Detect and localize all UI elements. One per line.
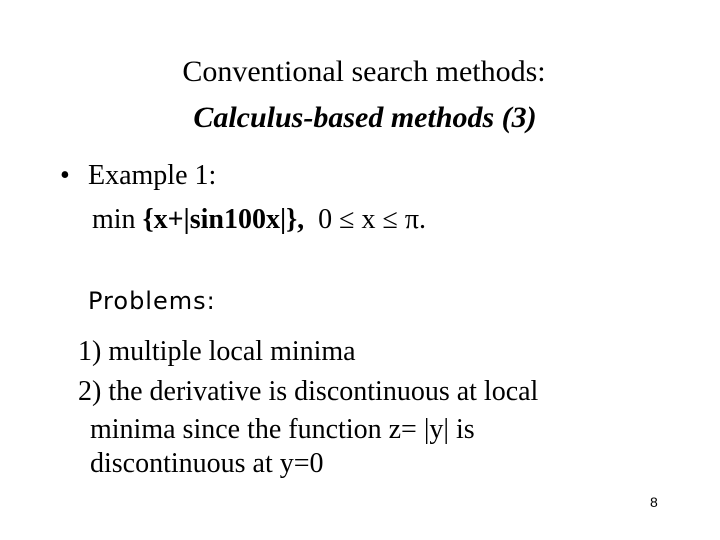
formula-expression: {x+|sin100x|}, xyxy=(142,204,305,235)
slide-subtitle: Calculus-based methods (3) xyxy=(193,101,537,134)
problem-item-1: 1) multiple local minima xyxy=(78,336,356,367)
problem-item-2-continued: minima since the function z= |y| is xyxy=(90,414,475,445)
problem-item-2-continued-end: discontinuous at y=0 xyxy=(90,448,324,479)
problem-item-2: 2) the derivative is discontinuous at local xyxy=(78,376,539,407)
formula-constraint: 0 ≤ x ≤ π. xyxy=(318,204,427,235)
page-number: 8 xyxy=(650,494,658,510)
bullet-icon: • xyxy=(60,160,70,191)
problems-heading: Problems: xyxy=(88,287,216,315)
slide-title: Conventional search methods: xyxy=(182,55,546,88)
example-label: Example 1: xyxy=(88,160,217,191)
example-formula xyxy=(92,202,426,238)
formula-prefix: min xyxy=(92,204,143,235)
example-bullet xyxy=(60,158,216,194)
